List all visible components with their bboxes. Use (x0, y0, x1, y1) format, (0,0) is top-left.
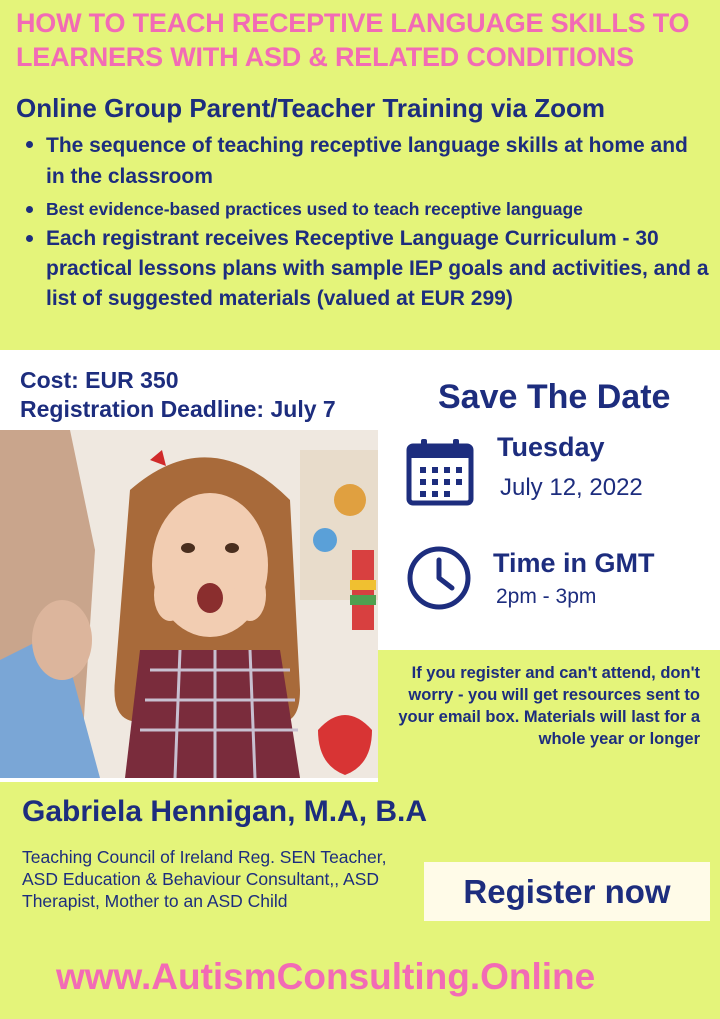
event-subtitle: Online Group Parent/Teacher Training via Zoom (16, 93, 605, 123)
feature-item (26, 130, 711, 192)
feature-item (26, 224, 711, 314)
bullet-icon (26, 141, 33, 148)
event-date: July 12, 2022 (500, 474, 643, 501)
feature-text: Best evidence-based practices used to teach receptive language (46, 199, 583, 219)
child-photo (0, 430, 378, 778)
calendar-icon (405, 437, 475, 512)
event-title-line-2: LEARNERS WITH ASD & RELATED CONDITIONS (16, 42, 634, 72)
cost-text: Cost: EUR 350 (20, 367, 179, 393)
registration-deadline: Registration Deadline: July 7 (20, 396, 336, 422)
pricing-block (20, 366, 336, 424)
save-the-date-heading: Save The Date (438, 378, 671, 416)
website-link[interactable]: www.AutismConsulting.Online (56, 956, 596, 997)
bullet-icon (26, 235, 33, 242)
feature-item (26, 194, 711, 224)
feature-text: The sequence of teaching receptive language skills at home and in the classroom (46, 134, 688, 188)
clock-icon (405, 544, 473, 617)
feature-list (26, 130, 711, 314)
presenter-bio: Teaching Council of Ireland Reg. SEN Teacher, ASD Education & Behaviour Consultant,, ASD Therapist, Mother to an ASD Child (22, 847, 387, 911)
register-button[interactable]: Register now (424, 862, 710, 921)
event-title-line-1: HOW TO TEACH RECEPTIVE LANGUAGE SKILLS TO (16, 8, 690, 38)
attendance-note: If you register and can't attend, don't worry - you will get resources sent to your email box. Materials will last for a whole year or longer (398, 664, 700, 748)
event-time: 2pm - 3pm (496, 585, 597, 608)
child-photo-illustration (0, 430, 378, 778)
event-day: Tuesday (497, 432, 605, 462)
feature-text: Each registrant receives Receptive Language Curriculum - 30 practical lessons plans with sample IEP goals and activities, and a list of suggested materials (valued at EUR 299) (46, 227, 709, 310)
event-title (16, 6, 706, 74)
time-zone-label: Time in GMT (493, 548, 655, 578)
bullet-icon (26, 206, 33, 213)
presenter-name: Gabriela Hennigan, M.A, B.A (22, 795, 428, 828)
